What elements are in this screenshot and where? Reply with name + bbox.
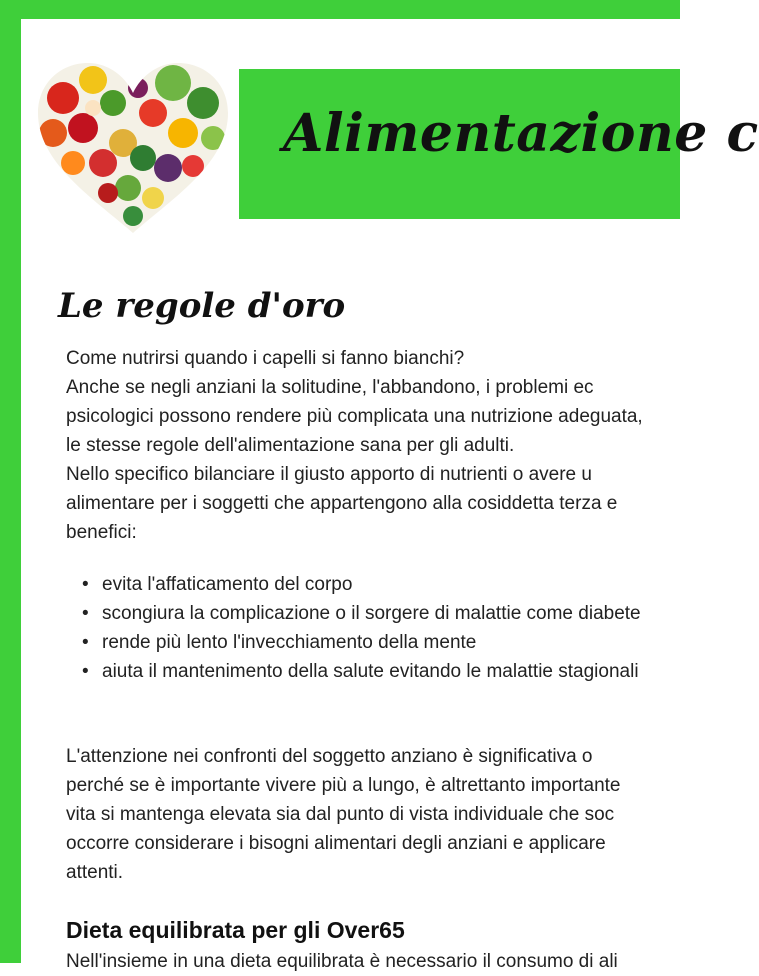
list-item: • evita l'affaticamento del corpo (66, 570, 641, 599)
list-item: • rende più lento l'invecchiamento della mente (66, 628, 641, 657)
text-line: attenti. (66, 862, 124, 883)
text-line: psicologici possono rendere più complicata una nutrizione adeguata, (66, 406, 643, 427)
vegetable-heart-image (33, 58, 233, 238)
page-title: Alimentazione c (283, 103, 759, 164)
intro-paragraph (66, 344, 706, 547)
text-line: perché se è importante vivere più a lungo, è altrettanto importante (66, 775, 621, 796)
green-frame-left (0, 0, 21, 963)
benefits-list (66, 570, 641, 686)
title-banner (239, 69, 759, 219)
text-line: Nello specifico bilanciare il giusto apporto di nutrienti o avere u (66, 464, 592, 485)
subsection-heading: Dieta equilibrata per gli Over65 (66, 917, 405, 943)
text-line: alimentare per i soggetti che appartengono alla cosiddetta terza e (66, 493, 618, 514)
text-line: benefici: (66, 522, 137, 543)
text-line: Anche se negli anziani la solitudine, l'abbandono, i problemi ec (66, 377, 594, 398)
list-item: • aiuta il mantenimento della salute evitando le malattie stagionali (66, 657, 641, 686)
attention-paragraph (66, 742, 706, 887)
text-line: vita si mantenga elevata sia dal punto di vista individuale che soc (66, 804, 615, 825)
green-frame-top (0, 0, 680, 19)
text-line: L'attenzione nei confronti del soggetto anziano è significativa o (66, 746, 593, 767)
subsection-first-line: Nell'insieme in una dieta equilibrata è necessario il consumo di ali (66, 951, 618, 972)
text-line: le stesse regole dell'alimentazione sana per gli adulti. (66, 435, 515, 456)
text-line: occorre considerare i bisogni alimentari degli anziani e applicare (66, 833, 606, 854)
list-item: • scongiura la complicazione o il sorgere di malattie come diabete (66, 599, 641, 628)
section-heading: Le regole d'oro (58, 286, 346, 326)
text-line: Come nutrirsi quando i capelli si fanno bianchi? (66, 348, 465, 369)
